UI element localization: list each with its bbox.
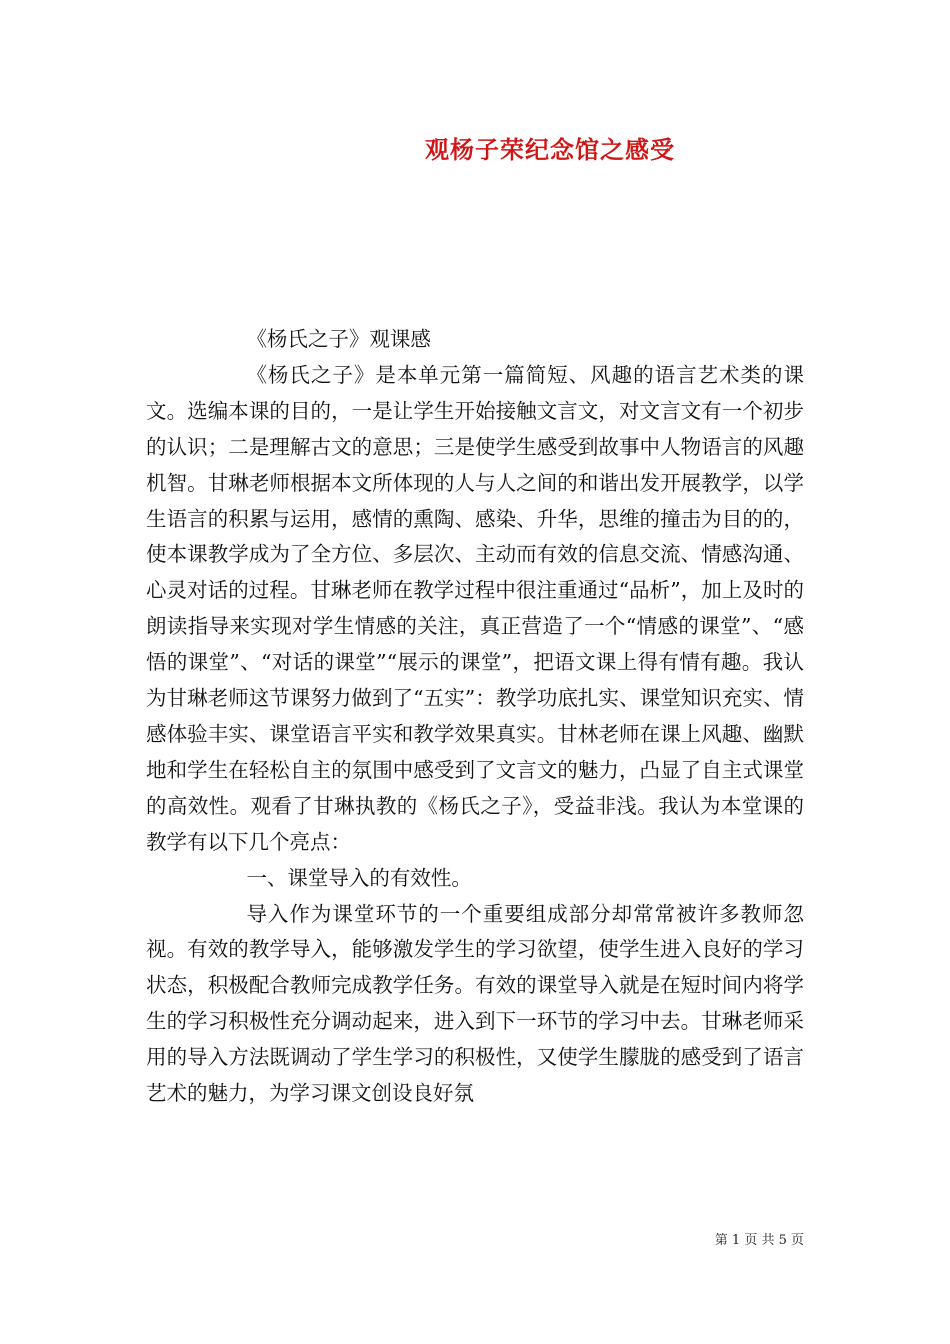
document-title: 观杨子荣纪念馆之感受 [425, 135, 675, 164]
paragraph-section-heading: 一、课堂导入的有效性。 [246, 865, 472, 890]
paragraph-intro: 《杨氏之子》是本单元第一篇简短、风趣的语言艺术类的课文。选编本课的目的，一是让学生开始接触文言文，对文言文有一个初步的认识；二是理解古文的意思；三是使学生感受到故事中人物语言的风趣机智。甘琳老师根据本文所体现的人与人之间的和谐出发开展教学，以学生语言的积累与运用，感情的熏陶、感染、升华，思维的撞击为目的的，使本课教学成为了全方位、多层次、主动而有效的信息交流、情感沟通、心灵对话的过程。甘琳老师在教学过程中很注重通过“品析”，加上及时的朗读指导来实现对学生情感的关注，真正营造了一个“情感的课堂”、“感悟的课堂”、“对话的课堂”“展示的课堂”，把语文课上得有情有趣。我认为甘琳老师这节课努力做到了“五实”：教学功底扎实、课堂知识充实、情感体验丰实、课堂语言平实和教学效果真实。甘林老师在课上风趣、幽默地和学生在轻松自主的氛围中感受到了文言文的魅力，凸显了自主式课堂的高效性。观看了甘琳执教的《杨氏之子》，受益非浅。我认为本堂课的教学有以下几个亮点： [146, 362, 804, 854]
paragraph-section-body: 导入作为课堂环节的一个重要组成部分却常常被许多教师忽视。有效的教学导入，能够激发学生的学习欲望，使学生进入良好的学习状态，积极配合教师完成教学任务。有效的课堂导入就是在短时间内将学生的学习积极性充分调动起来，进入到下一环节的学习中去。甘琳老师采用的导入方法既调动了学生学习的积极性，又使学生朦胧的感受到了语言艺术的魅力，为学习课文创设良好氛 [146, 901, 804, 1106]
document-body [146, 322, 804, 1112]
paragraph-subtitle: 《杨氏之子》观课感 [246, 327, 431, 351]
page-number-footer: 第 1 页 共 5 页 [714, 1233, 804, 1248]
